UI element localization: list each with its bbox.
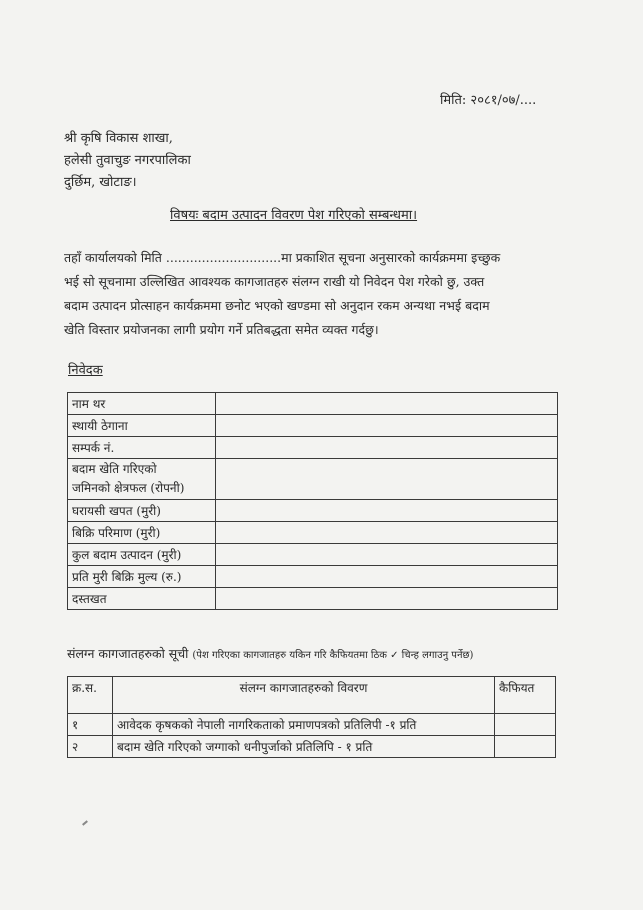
row-label: सम्पर्क नं. [68, 437, 216, 459]
row-value-field[interactable] [216, 459, 558, 500]
recipient-line-2: हलेसी तुवाचुङ नगरपालिका [64, 153, 191, 168]
recipient-line-1: श्री कृषि विकास शाखा, [64, 131, 173, 146]
table-row [68, 415, 558, 437]
row-value-field[interactable] [216, 437, 558, 459]
signature-field[interactable] [216, 588, 558, 610]
row-label: प्रति मुरी बिक्रि मुल्य (रु.) [68, 566, 216, 588]
row-label: स्थायी ठेगाना [68, 415, 216, 437]
header-remarks: कैफियत [495, 677, 556, 714]
date-line: मिति: २०८१/०७/.... [440, 93, 537, 108]
table-row [68, 459, 558, 500]
table-header-row [68, 677, 556, 714]
subject-line: विषयः बदाम उत्पादन विवरण पेश गरिएको सम्बन्धमा। [170, 208, 418, 223]
row-value-field[interactable] [216, 393, 558, 415]
row-label: कुल बदाम उत्पादन (मुरी) [68, 544, 216, 566]
pen-mark [82, 820, 88, 825]
body-line: तहाँ कार्यालयको मिति .............................मा प्रकाशित सूचना अनुसारको कार्यक्रममा इच्छुक [64, 250, 501, 265]
table-row [68, 500, 558, 522]
row-label: नाम थर [68, 393, 216, 415]
row-label: घरायसी खपत (मुरी) [68, 500, 216, 522]
body-paragraph [64, 246, 560, 342]
row-label: बिक्रि परिमाण (मुरी) [68, 522, 216, 544]
table-row [68, 522, 558, 544]
recipient-line-3: दुर्छिम, खोटाङ। [64, 175, 137, 190]
row-label [68, 459, 216, 500]
header-description: संलग्न कागजातहरुको विवरण [113, 677, 495, 714]
row-label-line: जमिनको क्षेत्रफल (रोपनी) [72, 481, 185, 495]
row-label-line: बदाम खेति गरिएको [72, 462, 157, 476]
body-line: खेति विस्तार प्रयोजनका लागी प्रयोग गर्ने प्रतिबद्धता समेत व्यक्त गर्दछु। [64, 322, 379, 337]
row-value-field[interactable] [216, 566, 558, 588]
item-remarks-field[interactable] [495, 714, 556, 736]
row-value-field[interactable] [216, 500, 558, 522]
table-row [68, 544, 558, 566]
row-value-field[interactable] [216, 522, 558, 544]
table-row [68, 714, 556, 736]
body-line: भई सो सूचनामा उल्लिखित आवश्यक कागजातहरु संलग्न राखी यो निवेदन पेश गरेको छु, उक्त [64, 274, 485, 289]
header-sn: क्र.स. [68, 677, 113, 714]
row-value-field[interactable] [216, 415, 558, 437]
attachments-title [67, 645, 473, 662]
item-sn: २ [68, 736, 113, 758]
table-row [68, 736, 556, 758]
applicant-details-table [67, 392, 558, 610]
item-remarks-field[interactable] [495, 736, 556, 758]
item-sn: १ [68, 714, 113, 736]
table-row [68, 393, 558, 415]
attachments-note: (पेश गरिएका कागजातहरु यकिन गरि कैफियतमा ठिक ✓ चिन्ह लगाउनु पर्नेछ) [192, 650, 474, 661]
attachments-table [67, 676, 556, 758]
body-line: बदाम उत्पादन प्रोत्साहन कार्यक्रममा छनोट भएको खण्डमा सो अनुदान रकम अन्यथा नभई बदाम [64, 298, 490, 313]
row-value-field[interactable] [216, 544, 558, 566]
applicant-heading: निवेदक [68, 363, 103, 378]
table-row [68, 588, 558, 610]
item-description: आवेदक कृषकको नेपाली नागरिकताको प्रमाणपत्रको प्रतिलिपी -१ प्रति [113, 714, 495, 736]
table-row [68, 437, 558, 459]
row-label: दस्तखत [68, 588, 216, 610]
table-row [68, 566, 558, 588]
item-description: बदाम खेति गरिएको जग्गाको धनीपुर्जाको प्रतिलिपि - १ प्रति [113, 736, 495, 758]
attachments-title-text: संलग्न कागजातहरुको सूची [67, 646, 189, 661]
